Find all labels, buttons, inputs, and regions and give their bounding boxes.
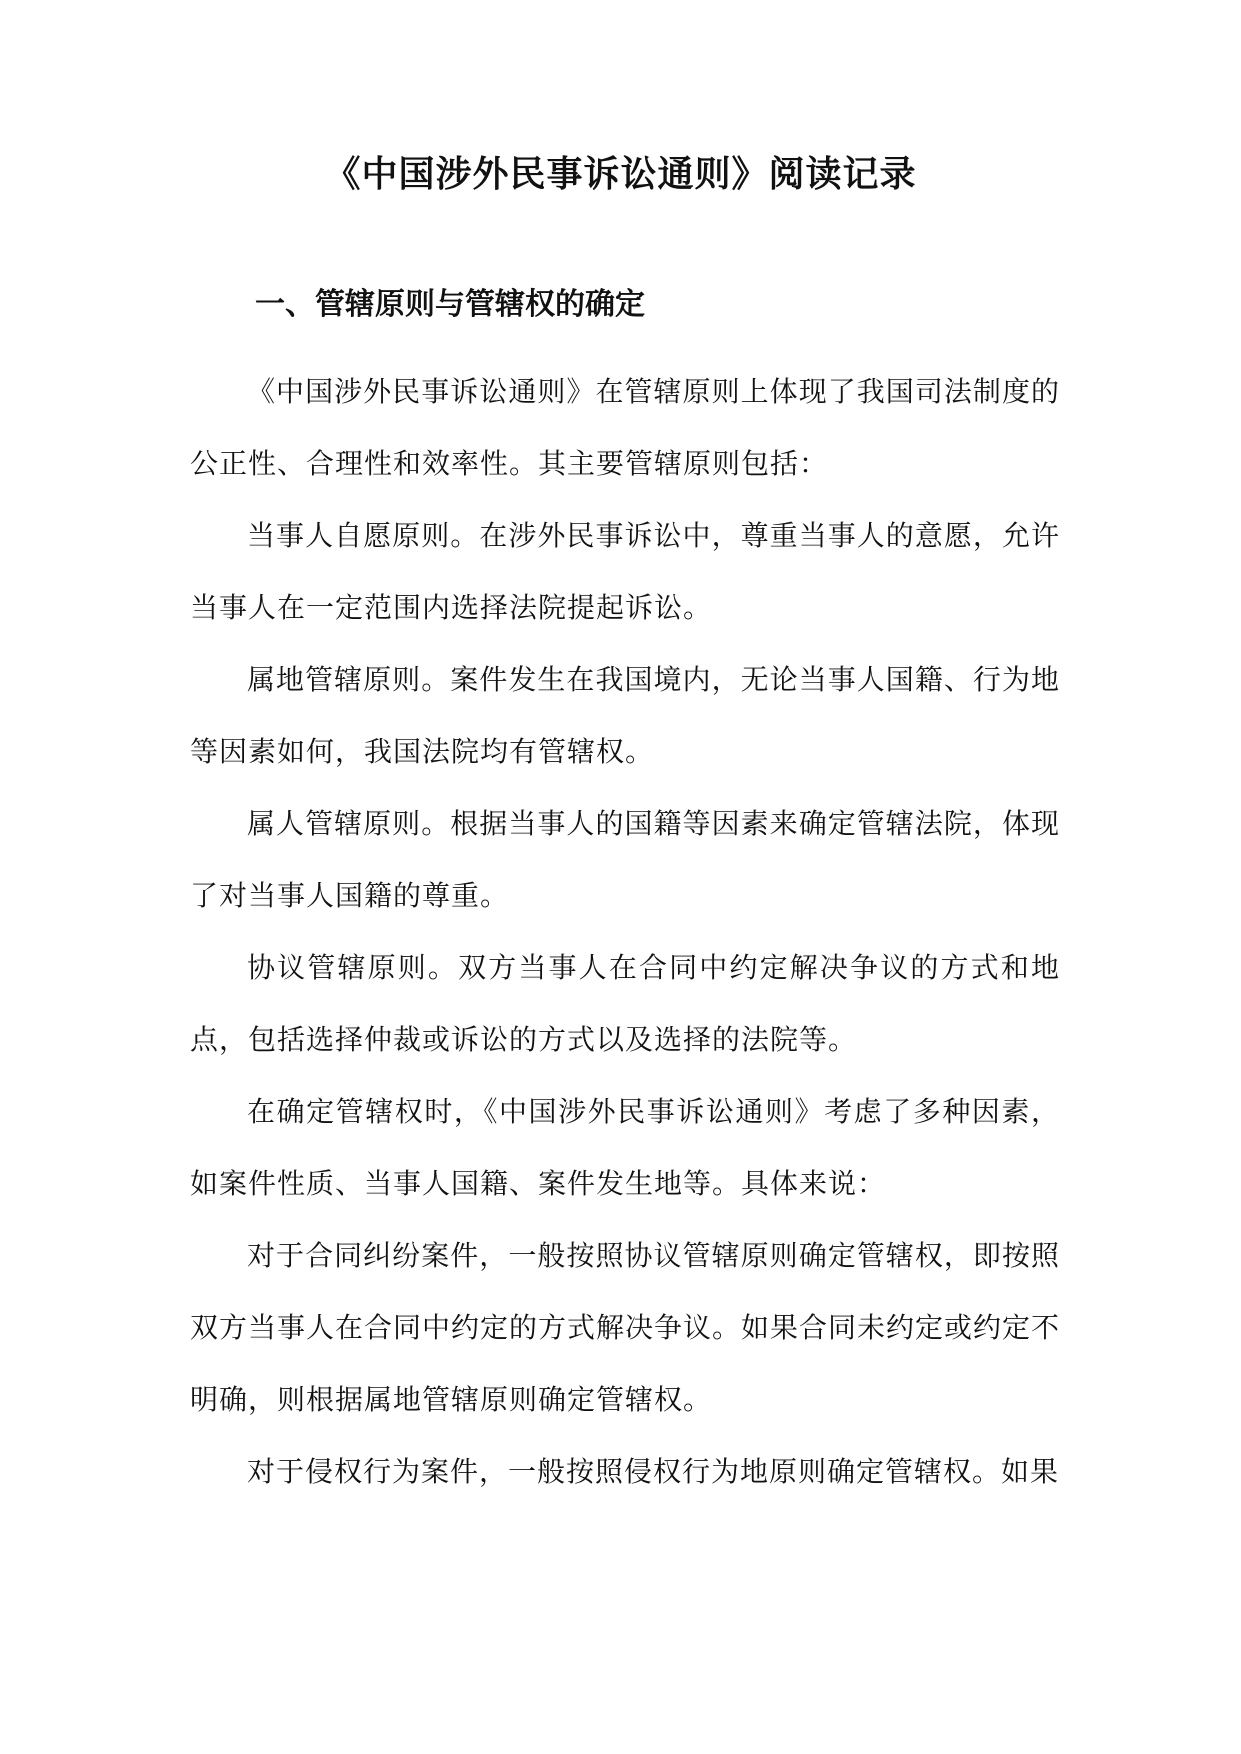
paragraph: 属人管辖原则。根据当事人的国籍等因素来确定管辖法院，体现了对当事人国籍的尊重。 <box>190 807 1060 912</box>
paragraph: 属地管辖原则。案件发生在我国境内，无论当事人国籍、行为地等因素如何，我国法院均有管辖权。 <box>190 663 1060 768</box>
paragraph: 当事人自愿原则。在涉外民事诉讼中，尊重当事人的意愿，允许当事人在一定范围内选择法院提起诉讼。 <box>190 519 1060 624</box>
paragraph: 《中国涉外民事诉讼通则》在管辖原则上体现了我国司法制度的公正性、合理性和效率性。其主要管辖原则包括： <box>190 375 1060 480</box>
paragraph: 协议管辖原则。双方当事人在合同中约定解决争议的方式和地点，包括选择仲裁或诉讼的方式以及选择的法院等。 <box>190 951 1060 1056</box>
document-title: 《中国涉外民事诉讼通则》阅读记录 <box>324 154 917 195</box>
paragraph: 在确定管辖权时，《中国涉外民事诉讼通则》考虑了多种因素，如案件性质、当事人国籍、案件发生地等。具体来说： <box>190 1095 1060 1200</box>
document-body <box>190 356 1060 1508</box>
paragraph: 对于侵权行为案件，一般按照侵权行为地原则确定管辖权。如果 <box>247 1455 1060 1488</box>
paragraph: 对于合同纠纷案件，一般按照协议管辖原则确定管辖权，即按照双方当事人在合同中约定的方式解决争议。如果合同未约定或约定不明确，则根据属地管辖原则确定管辖权。 <box>190 1239 1061 1416</box>
section-heading: 一、管辖原则与管辖权的确定 <box>255 287 645 322</box>
